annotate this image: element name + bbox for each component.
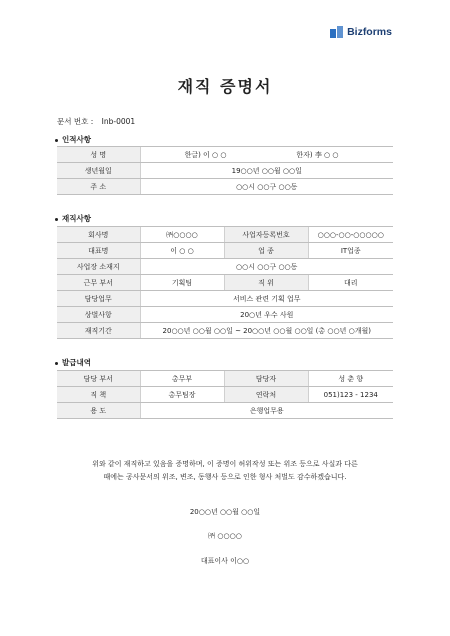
issuer-ceo: 대표이사 이○○ <box>200 557 250 565</box>
section-issuance-heading: 발급내역 <box>55 357 91 368</box>
location-label: 사업장 소재지 <box>57 259 140 275</box>
period-value: 20○○년 ○○월 ○○일 ~ 20○○년 ○○월 ○○일 (총 ○○년 ○개월) <box>140 323 393 339</box>
doc-number-value: Inb-0001 <box>101 117 136 126</box>
employment-table <box>57 226 393 339</box>
table-row <box>57 387 393 403</box>
birth-value: 19○○년 ○○월 ○○일 <box>140 163 393 179</box>
award-value: 20○년 우수 사원 <box>140 307 393 323</box>
table-row <box>57 227 393 243</box>
table-row <box>57 403 393 419</box>
award-label: 상벌사항 <box>57 307 140 323</box>
manager-value: 성 춘 향 <box>308 371 393 387</box>
table-row <box>57 179 393 195</box>
position-label: 직 위 <box>224 275 308 291</box>
contact-label: 연락처 <box>224 387 308 403</box>
position-value: 대리 <box>308 275 393 291</box>
table-row <box>57 147 393 163</box>
purpose-label: 용 도 <box>57 403 140 419</box>
issue-dept-value: 총무부 <box>140 371 224 387</box>
table-row <box>57 307 393 323</box>
table-row <box>57 323 393 339</box>
bizforms-logo-icon <box>330 26 343 38</box>
table-row <box>57 243 393 259</box>
name-label: 성 명 <box>57 147 140 163</box>
personal-table <box>57 146 393 195</box>
table-row <box>57 291 393 307</box>
table-row <box>57 275 393 291</box>
contact-value: 051)123 - 1234 <box>308 387 393 403</box>
doc-number <box>57 116 135 127</box>
issue-dept-label: 담당 부서 <box>57 371 140 387</box>
location-value: ○○시 ○○구 ○○동 <box>140 259 393 275</box>
issue-date: 20○○년 ○○월 ○○일 <box>189 508 261 516</box>
duty-value: 서비스 관련 기획 업무 <box>140 291 393 307</box>
company-value: ㈜○○○○ <box>140 227 224 243</box>
issuance-table <box>57 370 393 419</box>
issuer-company: ㈜ ○○○○ <box>208 532 242 540</box>
statement-line-2: 때에는 공사문서의 위조, 변조, 동행사 등으로 인한 형사 처벌도 감수하겠습니다. <box>103 473 347 481</box>
bizno-value: ○○○-○○-○○○○○ <box>308 227 393 243</box>
statement-line-1: 위와 같이 재직하고 있음을 증명하며, 이 증명이 허위작성 또는 위조 등으로 사실과 다른 <box>92 460 358 468</box>
company-label: 회사명 <box>57 227 140 243</box>
address-value: ○○시 ○○구 ○○동 <box>140 179 393 195</box>
section-personal-heading: 인적사항 <box>55 134 91 145</box>
dept-value: 기획팀 <box>140 275 224 291</box>
title-value: 총무팀장 <box>140 387 224 403</box>
title-label: 직 책 <box>57 387 140 403</box>
name-value: 한글) 이 ○ ○ 한자) 李 ○ ○ <box>140 147 393 163</box>
dept-label: 근무 부서 <box>57 275 140 291</box>
birth-label: 생년월일 <box>57 163 140 179</box>
bullet-icon <box>55 218 58 221</box>
section-employment-heading: 재직사항 <box>55 213 91 224</box>
doc-number-label: 문서 번호 : <box>57 117 94 126</box>
address-label: 주 소 <box>57 179 140 195</box>
bullet-icon <box>55 362 58 365</box>
brand-name: Bizforms <box>347 26 392 38</box>
page-title: 재직 증명서 <box>177 77 273 96</box>
brand-logo <box>330 26 392 38</box>
bullet-icon <box>55 139 58 142</box>
industry-label: 업 종 <box>224 243 308 259</box>
purpose-value: 은행업무용 <box>140 403 393 419</box>
duty-label: 담당업무 <box>57 291 140 307</box>
table-row <box>57 163 393 179</box>
manager-label: 담당자 <box>224 371 308 387</box>
industry-value: IT업종 <box>308 243 393 259</box>
ceo-label: 대표명 <box>57 243 140 259</box>
statement-paragraph <box>40 458 410 484</box>
ceo-value: 이 ○ ○ <box>140 243 224 259</box>
period-label: 재직기간 <box>57 323 140 339</box>
bizno-label: 사업자등록번호 <box>224 227 308 243</box>
table-row <box>57 371 393 387</box>
table-row <box>57 259 393 275</box>
